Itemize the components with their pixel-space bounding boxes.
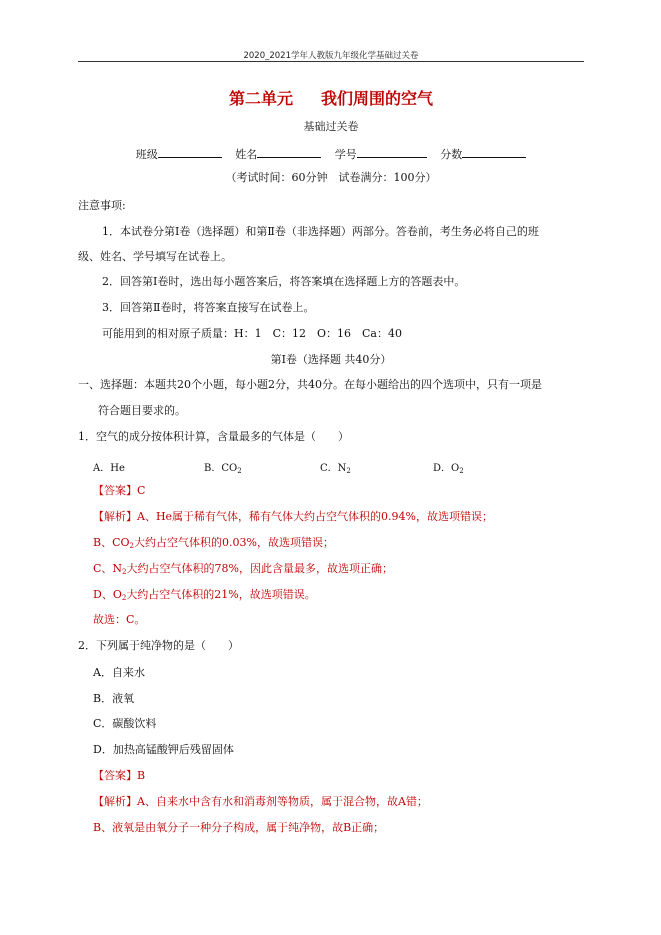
note-item-1: 1．本试卷分第Ⅰ卷（选择题）和第Ⅱ卷（非选择题）两部分。答卷前，考生务必将自己的班	[102, 225, 539, 238]
note-item-1-cont: 级、姓名、学号填写在试卷上。	[78, 250, 232, 263]
section-intro-cont: 符合题目要求的。	[98, 404, 186, 417]
field-id-blank[interactable]	[357, 146, 427, 158]
q1-stem: 1．空气的成分按体积计算，含量最多的气体是（ ）	[78, 430, 349, 443]
q1-option-d[interactable]: D．$O_2$	[433, 463, 464, 475]
q2-option-d[interactable]: D．加热高锰酸钾后残留固体	[93, 743, 234, 756]
page-title	[78, 86, 584, 109]
q1-analysis-c: C、$N_2$大约占空气体积的78%，因此含量最多，故选项正确；	[93, 562, 393, 576]
field-name-blank[interactable]	[257, 146, 321, 158]
field-score-label: 分数	[440, 148, 463, 161]
q1-option-b[interactable]: B．$CO_2$	[204, 463, 242, 475]
field-score-blank[interactable]	[462, 146, 526, 158]
field-id-label: 学号	[334, 148, 357, 161]
q2-option-b[interactable]: B．液氧	[93, 692, 135, 705]
note-item-2: 2．回答第Ⅰ卷时，选出每小题答案后，将答案填在选择题上方的答题表中。	[102, 275, 466, 288]
section-title: 第Ⅰ卷（选择题 共40分）	[270, 353, 392, 366]
q2-analysis-b: B、液氧是由氧分子一种分子构成，属于纯净物，故B正确；	[93, 821, 385, 834]
q1-analysis-b: B、$CO_2$大约占空气体积的0.03%，故选项错误；	[93, 536, 334, 550]
q2-stem: 2．下列属于纯净物的是（ ）	[78, 639, 239, 652]
q1-option-c[interactable]: C．$N_2$	[320, 463, 351, 475]
q2-option-c[interactable]: C．碳酸饮料	[93, 717, 157, 730]
q1-conclusion: 故选：C。	[93, 613, 146, 626]
page-header: 2020_2021学年人教版九年级化学基础过关卷	[243, 51, 419, 61]
q2-option-a[interactable]: A．自来水	[93, 666, 145, 679]
atomic-mass: 可能用到的相对原子质量：H：1 C：12 O：16 Ca：40	[102, 327, 402, 340]
q2-analysis-a: 【解析】A、自来水中含有水和消毒剂等物质，属于混合物，故A错；	[93, 795, 428, 808]
note-item-3: 3．回答第Ⅱ卷时，将答案直接写在试卷上。	[102, 301, 315, 314]
field-class-blank[interactable]	[158, 146, 222, 158]
q1-option-a[interactable]: A．He	[93, 463, 125, 474]
title-name: 我们周围的空气	[321, 89, 434, 108]
field-name-label: 姓名	[235, 148, 258, 161]
subtitle: 基础过关卷	[303, 120, 359, 133]
q1-answer: 【答案】C	[93, 484, 146, 497]
q2-answer: 【答案】B	[93, 769, 146, 782]
q1-analysis-a: 【解析】A、He属于稀有气体，稀有气体大约占空气体积的0.94%，故选项错误；	[93, 510, 493, 523]
field-class-label: 班级	[135, 148, 158, 161]
section-intro: 一、选择题：本题共20个小题，每小题2分，共40分。在每小题给出的四个选项中，只有一项是	[78, 378, 542, 391]
info-fields	[78, 146, 584, 162]
notes-heading: 注意事项:	[78, 199, 126, 212]
header-divider	[78, 61, 584, 62]
exam-meta: （考试时间：60分钟 试卷满分：100分）	[225, 171, 437, 184]
q1-analysis-d: D、$O_2$大约占空气体积的21%，故选项错误。	[93, 588, 316, 602]
title-unit: 第二单元	[228, 89, 293, 108]
